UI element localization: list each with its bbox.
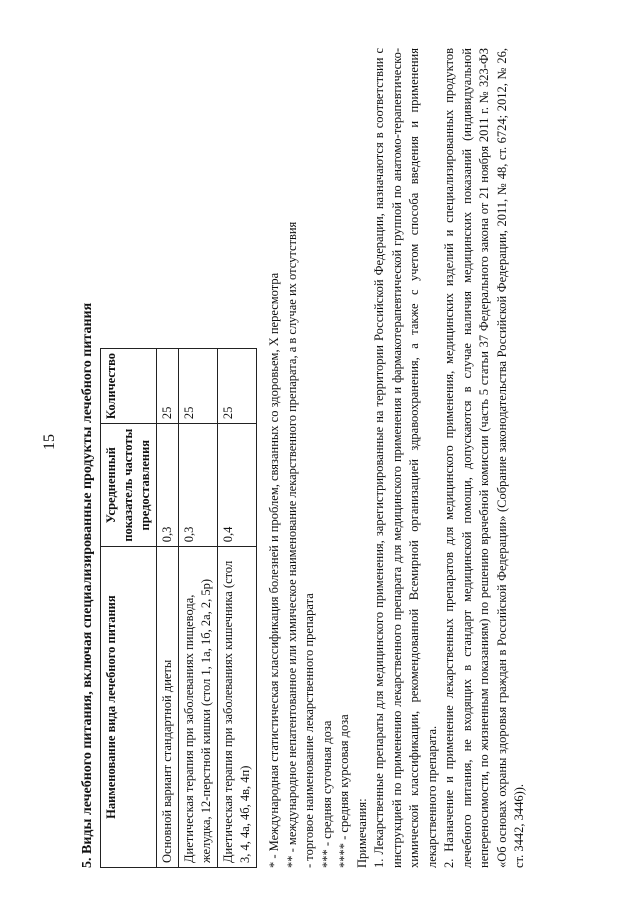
table-row [218, 349, 257, 868]
page-number: 15 [41, 434, 58, 450]
footnote: *** - средняя суточная доза [319, 720, 334, 868]
diet-name: Основной вариант стандартной диеты [157, 547, 179, 868]
rotated-page-content [80, 43, 585, 868]
col-header-name: Наименование вида лечебного питания [101, 547, 157, 868]
diet-name: Диетическая терапия при заболеваниях кишечника (стол 3, 4, 4а, 4б, 4в, 4п) [218, 547, 257, 868]
table-row [157, 349, 179, 868]
diet-frequency: 0,3 [157, 424, 179, 547]
section-title: 5. Виды лечебного питания, включая специализированные продукты лечебного питания [80, 302, 95, 868]
footnote: - торговое наименование лекарственного препарата [302, 593, 316, 868]
table-row [179, 349, 218, 868]
diet-frequency: 0,3 [179, 424, 218, 547]
diet-table [100, 348, 257, 868]
diet-quantity: 25 [157, 349, 179, 424]
col-header-frequency: Усредненный показатель частоты предоставления [101, 424, 157, 547]
footnote: * - Международная статистическая классификация болезней и проблем, связанных со здоровьем, X пересмотра [267, 272, 281, 868]
footnote: ** - международное непатентованное или химическое наименование лекарственного препарата, а в случае их отсутствия [284, 221, 299, 868]
diet-quantity: 25 [218, 349, 257, 424]
note-paragraph: 2. Назначение и применение лекарственных препаратов для медицинского применения, медицинских изделий и специализированных продуктов лечебного питания, не входящих в стандарт медицинской помощи, допускаются в случае наличия медицинских показаний (индивидуальной непереносимости, по жизненным показаниям) по решению врачебной комиссии (часть 5 статьи 37 Федерального закона от 21 ноября 2011 г. № 323-ФЗ «Об основах охраны здоровья граждан в Российской Федерации» (Собрание законодательства Российской Федерации, 2011, № 48, ст. 6724; 2012, № 26, ст. 3442, 3446)). [442, 48, 526, 868]
diet-name: Диетическая терапия при заболеваниях пищевода, желудка, 12-перстной кишки (стол 1, 1а, 1б, 2а, 2, 5р) [179, 547, 218, 868]
note-paragraph: 1. Лекарственные препараты для медицинского применения, зарегистрированные на территории Российской Федерации, назначаются в соответствии с инструкцией по применению лекарственного препарата для медицинского применения и фармакотерапевтической группой по анатомо-терапевтическо-химической классификации, рекомендованной Всемирной организацией здравоохранения, а также с учетом способа введения и применения лекарственного препарата. [372, 48, 439, 868]
diet-quantity: 25 [179, 349, 218, 424]
footnote: **** - средняя курсовая доза [337, 714, 351, 868]
notes-block [266, 48, 529, 868]
table-header-row [101, 349, 157, 868]
diet-frequency: 0,4 [218, 424, 257, 547]
notes-heading: Примечания: [354, 798, 369, 868]
col-header-quantity: Количество [101, 349, 157, 424]
